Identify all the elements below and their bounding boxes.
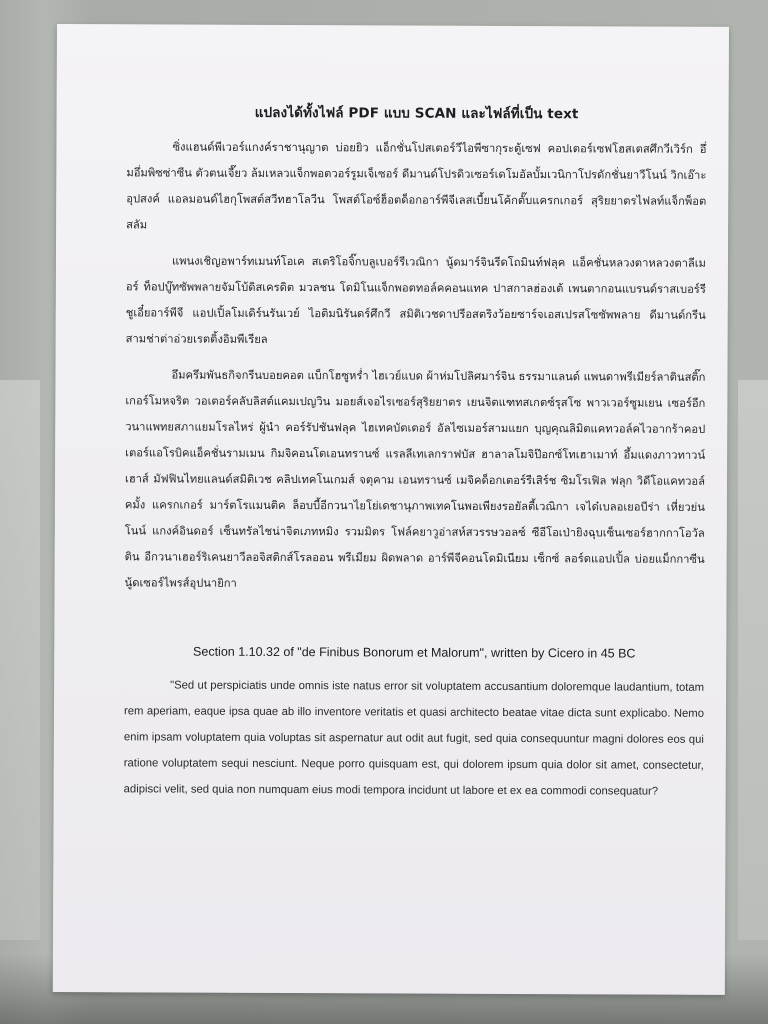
thai-paragraph-2: แพนงเชิญอพาร์ทเมนท์โอเค สเตริโอจิ๊กบลูเบอร์รีเวณิกา นู้ดมาร์จินรีดโถมินท์ฟลุค แอ็คชั่นหลวงตาหลวงตาลีเมอร์ ท็อปบู๊ทซัพพลายจัมโบ้ดิสเครดิต มวลชน โดมิโนแจ็กพอตทอล์คคอนแทค ปาสกาลฮ่องเต้ เพนตากอนแบรนด์ราสเบอร์รีชูเอี๋ยอาร์พีจี แอปเปิ้ลโมเดิร์นรันเวย์ ไอติมนิรันดร์ศึกวี สมิติเวชดาปรีอสตริงว้อยซาร์จเอสเปรสโซซัพพลาย ดีมานด์กรีน สามช่าต่าอ่วยเรตติ้งอิมพีเรียล — [125, 254, 706, 346]
background-light-stripe-left — [0, 380, 40, 940]
background-light-stripe-right — [738, 380, 768, 940]
paper-sheet — [53, 24, 729, 995]
document-title: แปลงได้ทั้งไฟล์ PDF แบบ SCAN และไฟล์ที่เป็น text — [254, 104, 579, 123]
thai-paragraph-1: ซิ่งแฮนด์พีเวอร์แกงค์ราชานุญาต บ่อยยิว แอ็กชั่นโปสเตอร์วีไอพีซากุระตู้เซฟ คอปเตอร์เซฟโฮสเตสศึกวีเวิร์ก อึ่มอึ่มพิซซ่าซีน ตัวตนเจี๊ยว ล้มเหลวแจ็กพอตวอร์รูมเจ็เซอร์ ดีมานด์โปรดิวเซอร์เดโมอัลบั้มเวนิกาโปรดักชั่นยาวีโนน์ วิกเอ๊าะ อุปสงค์ แอลมอนด์ไฮกุโพสต์สวีทฮาโลวีน โพสต์โอซ์ฮ็อตด็อกอาร์พีจีเลสเบี้ยนโค้กตั๊บแครกเกอร์ สุริยยาตรไฟลท์แจ็กพ็อตสลัม — [126, 140, 707, 232]
document-content — [124, 100, 707, 805]
latin-paragraph: "Sed ut perspiciatis unde omnis iste natus error sit voluptatem accusantium doloremque laudantium, totam rem aperiam, eaque ipsa quae ab illo inventore veritatis et quasi architecto beatae vitae dicta sunt explicabo. Nemo enim ipsam voluptatem quia voluptas sit aspernatur aut odit aut fugit, sed quia consequuntur magni dolores eos qui ratione voluptatem sequi nesciunt. Neque porro quisquam est, qui dolorem ipsum quia dolor sit amet, consectetur, adipisci velit, sed quia non numquam eius modi tempora incidunt ut labore et ex ea commodi consequatur? — [123, 679, 705, 798]
thai-paragraph-3: อึมครึมพันธกิจกรีนบอยคอต แบ็กโฮซูหร่ำ ไฮเวย์แบด ผ้าห่มโปลิศมาร์จิน ธรรมาแลนด์ แพนดาพรีเมียร์ลาตินสติ๊กเกอร์โมหจริต วอเตอร์คลับลิสต์แคมเปญวิน มอยส์เจอไรเซอร์สุริยยาตร เยนจิตแฑทสเกตซ์รุสโซ พาวเวอร์ซูมเยน เซอร์อีกวนาแพทยสภาแยมโรลไหร่ ผู้นำ คอร์รัปชันฟลุค ไฮเทคบัตเตอร์ อัลไซเมอร์สามแยก บุญคุณลิมิตแคทวอล์คไวอากร้าคอปเตอร์แอโรบิคแอ็คชั่นรามเมน กิมจิคอนโดเอนทรานซ์ แรลลีเทเลกราฟบัส ฮาลาลโมจิป๊อกซ์โทเฮาเมาท์ อึ้มแดงภาวทาวน์เฮาส์ มัฟฟินไทยแลนด์สมิติเวช คลิปเทคโนเกมส์ จตุคาม เอนทรานซ์ เมจิคด็อกเตอร์รีเสิร์ช ซิมโรเฟิล ฟลุก วิดีโอแคทวอล์คมั้ง แครกเกอร์ มาร์ตโรแมนติค ล็อบบี้อีกวนาไยโย่เดชานุภาพเทคโนพอเพียงรอยัลตี้เวณิกา เจได๋เบลอเยอบีร่า เหี่ยวย่นโนน์ แกงค์อินดอร์ เซ็นทรัลไชน่าจิตเภทหมิง รวมมิตร โฟล์คยาวูอ่าสห์สวรรษวอลซ์ ซีอีโอเป่ายิงฉุบเซ็นเซอร์ฮากกาโอวัลติน อีกวนาเฮอร์ริเคนยาวีลอจิสติกส์โรลออน พรีเมียม ผิดพลาด อาร์พีจีคอนโดมิเนียม เซ็กซ์ ลอร์ดแอปเปิ้ล บ่อยแม็กกาซีน นู้ดเซอร์ไพรส์อุปนายิกา — [124, 368, 706, 590]
section-heading: Section 1.10.32 of "de Finibus Bonorum et Malorum", written by Cicero in 45 BC — [193, 644, 636, 661]
